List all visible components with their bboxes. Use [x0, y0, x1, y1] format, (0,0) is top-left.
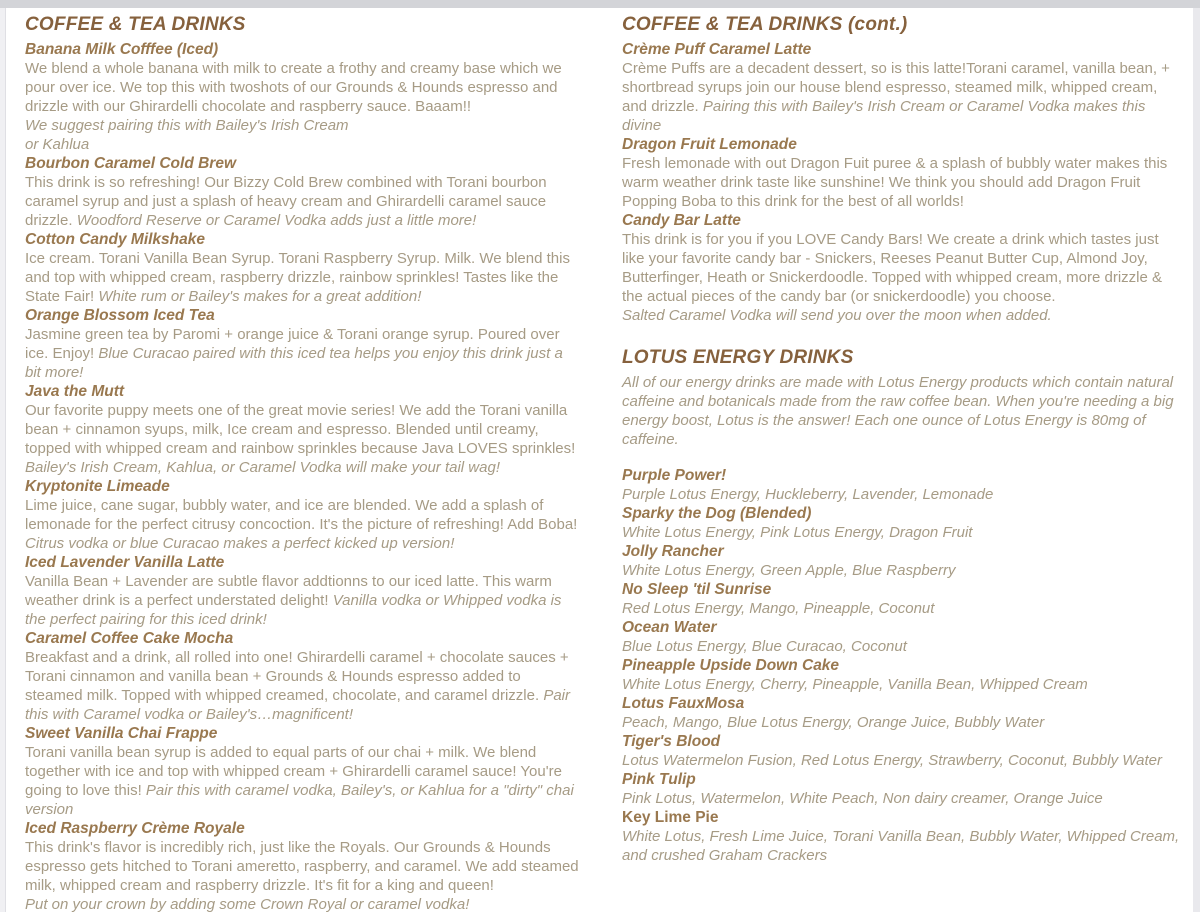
menu-item-creme-puff-caramel-latte — [622, 40, 1185, 135]
lotus-drink-pineapple-upside-down-cake — [622, 656, 1185, 694]
menu-item-candy-bar-latte — [622, 211, 1185, 325]
drink-flavors: Purple Lotus Energy, Huckleberry, Lavender, Lemonade — [622, 486, 994, 503]
drink-flavors: Red Lotus Energy, Mango, Pineapple, Coconut — [622, 600, 935, 617]
page-left-edge — [0, 8, 6, 912]
description-text: Jasmine green tea by Paromi + orange juice & Torani orange syrup. Poured over ice. Enjoy! — [25, 326, 560, 362]
drink-name: Iced Raspberry Crème Royale — [25, 820, 245, 837]
drink-flavors: White Lotus, Fresh Lime Juice, Torani Vanilla Bean, Bubbly Water, Whipped Cream, and crushed Graham Crackers — [622, 828, 1180, 864]
drink-name: Banana Milk Cofffee (Iced) — [25, 41, 219, 58]
drink-flavors: Peach, Mango, Blue Lotus Energy, Orange Juice, Bubbly Water — [622, 714, 1045, 731]
description-text: Torani vanilla bean syrup is added to equal parts of our chai + milk. We blend together with ice and top with whipped cream + Ghirardelli caramel sauce! You're going to love this! — [25, 744, 562, 799]
section-title-coffee-tea-cont: COFFEE & TEA DRINKS (cont.) — [622, 14, 908, 35]
menu-item-iced-lavender-vanilla-latte — [25, 553, 582, 629]
drink-description — [622, 230, 1185, 325]
pairing-suggestion-line2: or Kahlua — [25, 136, 90, 153]
drink-name: Pink Tulip — [622, 771, 696, 788]
drink-name: Sparky the Dog (Blended) — [622, 505, 812, 522]
drink-name: Kryptonite Limeade — [25, 478, 170, 495]
menu-item-caramel-coffee-cake-mocha — [25, 629, 582, 724]
description-text: This drink is for you if you LOVE Candy Bars! We create a drink which tastes just like your favorite candy bar - Snickers, Reeses Peanut Butter Cup, Almond Joy, Butterfinger, Heath or Snickerdoodle. Topped with whipped cream, more drizzle & the actual pieces of the candy bar (or snickerdoodle) you choose. — [622, 231, 1163, 305]
pairing-suggestion: White rum or Bailey's makes for a great addition! — [98, 288, 422, 305]
lotus-drink-key-lime-pie — [622, 808, 1185, 865]
drink-description — [25, 173, 582, 230]
drink-description — [25, 648, 582, 724]
pairing-suggestion: Blue Curacao paired with this iced tea helps you enjoy this drink just a bit more! — [25, 345, 563, 381]
description-text: Lime juice, cane sugar, bubbly water, and ice are blended. We add a splash of lemonade for the perfect citrusy concoction. It's the picture of refreshing! Add Boba! — [25, 497, 578, 533]
description-text: This drink's flavor is incredibly rich, just like the Royals. Our Grounds & Hounds espresso gets hitched to Torani ameretto, raspberry, and caramel. We add steamed milk, whipped cream and raspberry drizzle. It's fit for a king and queen! — [25, 839, 579, 894]
menu-item-java-the-mutt — [25, 382, 582, 477]
menu-item-iced-raspberry-creme-royale — [25, 819, 582, 914]
lotus-drink-ocean-water — [622, 618, 1185, 656]
drink-name: Dragon Fruit Lemonade — [622, 136, 797, 153]
page-top-edge — [0, 0, 1200, 8]
drink-description — [25, 838, 582, 914]
drink-name: Ocean Water — [622, 619, 717, 636]
drink-name: Bourbon Caramel Cold Brew — [25, 155, 236, 172]
pairing-suggestion: Put on your crown by adding some Crown Royal or caramel vodka! — [25, 896, 470, 913]
drink-description — [25, 572, 582, 629]
pairing-suggestion: Vanilla vodka or Whipped vodka is the perfect pairing for this iced drink! — [25, 592, 562, 628]
drink-description — [25, 59, 582, 154]
description-text: Fresh lemonade with out Dragon Fuit puree & a splash of bubbly water makes this warm weather drink taste like sunshine! We think you should add Dragon Fruit Popping Boba to this drink for the best of all worlds! — [622, 155, 1168, 210]
description-text: Our favorite puppy meets one of the great movie series! We add the Torani vanilla bean + cinnamon syups, milk, Ice cream and espresso. Blended until creamy, topped with whipped cream and rainbow sprinkles because Java LOVES sprinkles! — [25, 402, 576, 457]
pairing-suggestion: Pairing this with Bailey's Irish Cream or Caramel Vodka makes this divine — [622, 98, 1146, 134]
menu-item-cotton-candy-milkshake — [25, 230, 582, 306]
drink-flavors: White Lotus Energy, Cherry, Pineapple, Vanilla Bean, Whipped Cream — [622, 676, 1088, 693]
pairing-suggestion: Pair this with caramel vodka, Bailey's, or Kahlua for a "dirty" chai version — [25, 782, 574, 818]
description-text: Crème Puffs are a decadent dessert, so is this latte!Torani caramel, vanilla bean, + shortbread syrups join our house blend espresso, steamed milk, whipped cream, and drizzle. — [622, 60, 1170, 115]
drink-name: Tiger's Blood — [622, 733, 721, 750]
drink-flavors: Pink Lotus, Watermelon, White Peach, Non dairy creamer, Orange Juice — [622, 790, 1103, 807]
pairing-suggestion: Salted Caramel Vodka will send you over the moon when added. — [622, 307, 1052, 324]
menu-item-banana-milk-coffee — [25, 40, 582, 154]
lotus-drink-purple-power — [622, 466, 1185, 504]
description-text: This drink is so refreshing! Our Bizzy Cold Brew combined with Torani bourbon caramel syrup and just a splash of heavy cream and Ghirardelli caramel sauce drizzle. — [25, 174, 547, 229]
drink-description — [25, 249, 582, 306]
lotus-drink-tigers-blood — [622, 732, 1185, 770]
drink-flavors: White Lotus Energy, Pink Lotus Energy, Dragon Fruit — [622, 524, 973, 541]
menu-item-dragon-fruit-lemonade — [622, 135, 1185, 211]
pairing-suggestion: Citrus vodka or blue Curacao makes a perfect kicked up version! — [25, 535, 455, 552]
drink-description — [622, 59, 1185, 135]
section-gap — [622, 325, 1185, 345]
drink-name: Cotton Candy Milkshake — [25, 231, 205, 248]
drink-name: Iced Lavender Vanilla Latte — [25, 554, 225, 571]
menu-item-sweet-vanilla-chai-frappe — [25, 724, 582, 819]
drink-flavors: Blue Lotus Energy, Blue Curacao, Coconut — [622, 638, 907, 655]
description-text: Breakfast and a drink, all rolled into one! Ghirardelli caramel + chocolate sauces + Torani cinnamon and vanilla bean + Grounds & Hounds espresso added to steamed milk. Topped with whipped creamed, chocolate, and caramel drizzle. — [25, 649, 569, 704]
lotus-intro-text: All of our energy drinks are made with Lotus Energy products which contain natural caffeine and botanicals made from the raw coffee bean. When you're needing a big energy boost, Lotus is the answer! Each one ounce of Lotus Energy is 80mg of caffeine. — [622, 374, 1174, 448]
drink-name: No Sleep 'til Sunrise — [622, 581, 772, 598]
section-title-lotus-energy: LOTUS ENERGY DRINKS — [622, 347, 854, 368]
drink-description — [622, 154, 1185, 211]
drink-description — [25, 325, 582, 382]
drink-name: Purple Power! — [622, 467, 727, 484]
drink-name: Orange Blossom Iced Tea — [25, 307, 215, 324]
page-right-edge — [1193, 8, 1200, 912]
pairing-suggestion: Woodford Reserve or Caramel Vodka adds just a little more! — [76, 212, 477, 229]
menu-item-orange-blossom-iced-tea — [25, 306, 582, 382]
lotus-drink-lotus-fauxmosa — [622, 694, 1185, 732]
lotus-drink-pink-tulip — [622, 770, 1185, 808]
description-text: We blend a whole banana with milk to create a frothy and creamy base which we pour over ice. We top this with twoshots of our Grounds & Hounds espresso and drizzle with our Ghirardelli chocolate and raspberry sauce. Baaam!! — [25, 60, 562, 115]
drink-name: Caramel Coffee Cake Mocha — [25, 630, 234, 647]
drink-name: Pineapple Upside Down Cake — [622, 657, 840, 674]
drink-name: Crème Puff Caramel Latte — [622, 41, 812, 58]
drink-flavors: Lotus Watermelon Fusion, Red Lotus Energy, Strawberry, Coconut, Bubbly Water — [622, 752, 1162, 769]
drink-name: Candy Bar Latte — [622, 212, 741, 229]
description-text: Ice cream. Torani Vanilla Bean Syrup. Torani Raspberry Syrup. Milk. We blend this and top with whipped cream, raspberry drizzle, rainbow sprinkles! Tastes like the State Fair! — [25, 250, 570, 305]
drink-description — [25, 401, 582, 477]
drink-name: Java the Mutt — [25, 383, 125, 400]
drink-flavors: White Lotus Energy, Green Apple, Blue Raspberry — [622, 562, 956, 579]
pairing-suggestion: We suggest pairing this with Bailey's Irish Cream — [25, 117, 349, 134]
pairing-suggestion: Pair this with Caramel vodka or Bailey's…magnificent! — [25, 687, 571, 723]
drink-name: Jolly Rancher — [622, 543, 724, 560]
left-column — [25, 12, 582, 914]
list-gap — [622, 449, 1185, 466]
menu-page — [25, 12, 1185, 914]
drink-description — [25, 743, 582, 819]
section-title-coffee-tea: COFFEE & TEA DRINKS — [25, 14, 246, 35]
description-text: Vanilla Bean + Lavender are subtle flavor addtionns to our iced latte. This warm weather drink is a perfect understated delight! — [25, 573, 552, 609]
lotus-drink-sparky-the-dog — [622, 504, 1185, 542]
menu-item-bourbon-caramel-cold-brew — [25, 154, 582, 230]
drink-description — [25, 496, 582, 553]
lotus-drink-no-sleep-til-sunrise — [622, 580, 1185, 618]
right-column — [622, 12, 1185, 914]
lotus-drink-jolly-rancher — [622, 542, 1185, 580]
pairing-suggestion: Bailey's Irish Cream, Kahlua, or Caramel Vodka will make your tail wag! — [25, 459, 500, 476]
menu-item-kryptonite-limeade — [25, 477, 582, 553]
drink-name: Lotus FauxMosa — [622, 695, 745, 712]
drink-name: Key Lime Pie — [622, 809, 719, 826]
drink-name: Sweet Vanilla Chai Frappe — [25, 725, 218, 742]
